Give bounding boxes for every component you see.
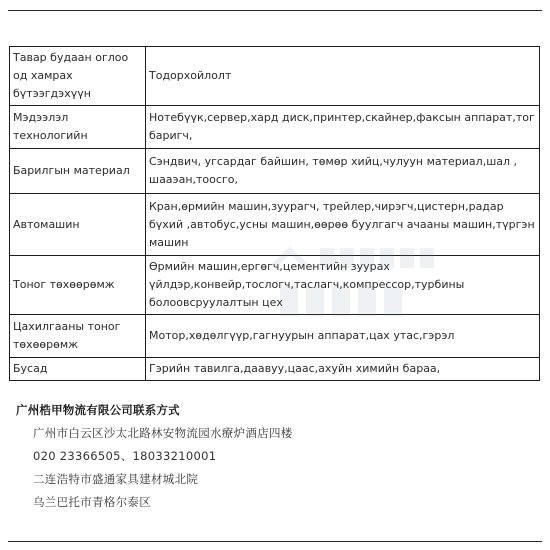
category-cell: Бусад: [10, 358, 146, 381]
description-cell: Мотор,хөдөлгүүр,гагнуурын аппарат,цах утас,гэрэл: [146, 315, 540, 358]
category-cell: Цахилгааны тоног төхөөрөмж: [10, 315, 146, 358]
table-row: [10, 149, 540, 194]
table-row: [10, 315, 540, 358]
bottom-rule: [8, 541, 542, 542]
table-header-row: [10, 47, 540, 106]
description-cell: Сэндвич, угсардаг байшин, төмөр хийц,чулуун материал,шал , шааэан,тоосго,: [146, 149, 540, 194]
header-description-cell: Тодорхойлолт: [146, 47, 540, 106]
top-rule: [8, 10, 542, 11]
header-category-cell: Тавар будаан оглоо од хамрах бүтээгдэхүүн: [10, 47, 146, 106]
table-row: [10, 194, 540, 256]
branch-line: 乌兰巴托市青格尔泰区: [33, 495, 151, 509]
address-line: 广州市白云区沙太北路林安物流园水療炉酒店四楼: [33, 426, 293, 440]
category-cell: Автомашин: [10, 194, 146, 256]
description-cell: Кран,өрмийн машин,зуурагч, трейлер,чирэгч,цистерн,радар бүхий ,автобус,усны машин,өөрөө буулгагч ачааны машин,түргэн машин: [146, 194, 540, 256]
description-cell: Гэрийн тавилга,даавуу,цаас,ахуйн химийн бараа,: [146, 358, 540, 381]
branch-line: 二连浩特市盛通家具建材城北院: [33, 472, 199, 486]
description-cell: Нотебүүк,сервер,хард диск,принтер,скайнер,факсын аппарат,тог баригч,: [146, 106, 540, 149]
category-cell: Барилгын материал: [10, 149, 146, 194]
company-name: 广州梏甲物流有限公司联系方式: [16, 403, 180, 417]
table-row: [10, 106, 540, 149]
product-table: [9, 46, 540, 381]
description-cell: Өрмийн машин,ергөгч,цементийн зуурах үйлдэр,конвейр,тослогч,таслагч,компрессор,турбины болоовсруулалтын цех: [146, 256, 540, 315]
category-cell: Тоног төхөөрөмж: [10, 256, 146, 315]
category-cell: Мэдээлэл технологийн: [10, 106, 146, 149]
phone-line: 020 23366505、18033210001: [33, 449, 217, 463]
table-row: [10, 256, 540, 315]
table-row: [10, 358, 540, 381]
